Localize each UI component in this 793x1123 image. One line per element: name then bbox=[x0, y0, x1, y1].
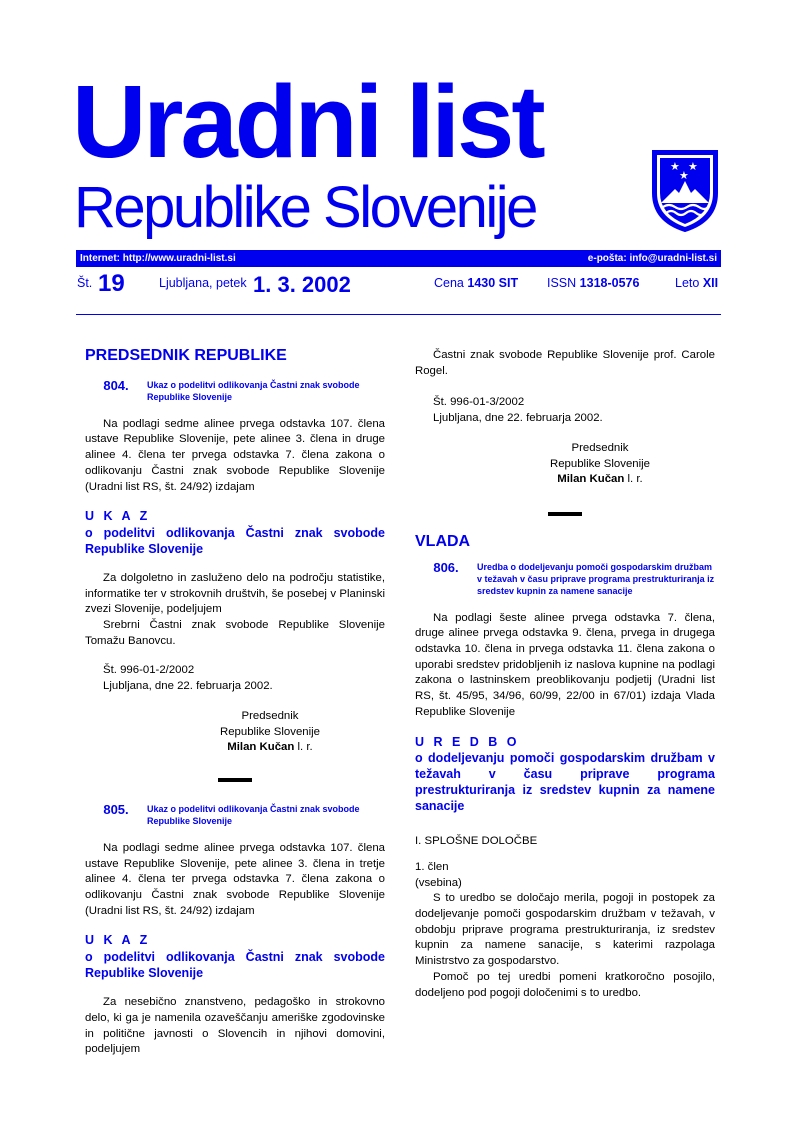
section-separator bbox=[548, 512, 582, 516]
doc-type: U R E D B O bbox=[415, 734, 520, 749]
reference-number: Št. 996-01-2/2002 bbox=[103, 664, 195, 677]
act-804-heading bbox=[85, 378, 385, 403]
issue-label: Št. bbox=[77, 276, 93, 290]
signature-org: Republike Slovenije bbox=[549, 457, 651, 470]
masthead-contact-bar bbox=[76, 250, 721, 267]
signature-role: Predsednik bbox=[571, 441, 629, 454]
chapter-heading: I. SPLOŠNE DOLOČBE bbox=[415, 835, 538, 848]
header-rule bbox=[76, 314, 721, 315]
issue-date: 1. 3. 2002 bbox=[253, 272, 351, 297]
act-intro: Na podlagi sedme alinee prvega odstavka 107. člena ustave Republike Slovenije, pete alinee 3. člena in tretje alinee 4. člena ter prvega odstavka 7. člena zakona o odlikovanju Častni znak svobode Republike Slovenije (Uradni list RS, št. 24/92) izdajam bbox=[85, 841, 385, 917]
issue-price bbox=[434, 276, 518, 290]
signature-org: Republike Slovenije bbox=[219, 725, 321, 738]
act-intro: Na podlagi šeste alinee prvega odstavka 7. člena, druge alinee prvega odstavka 9. člena, prvega in drugega odstavka 10. člena in prvega odstavka 11. člena zakona o uporabi sredstev pridobljenih iz naslova kupnine na podlagi zakona o lastninskem preoblikovanju podjetij (Uradni list RS, št. 45/95, 34/96, 60/99, 22/00 in 67/01) izdaja Vlada Republike Slovenije bbox=[415, 611, 715, 718]
svg-text:★: ★ bbox=[688, 160, 698, 173]
reference-number: Št. 996-01-3/2002 bbox=[433, 396, 525, 409]
paragraph: Za nesebično znanstveno, pedagoško in strokovno delo, ki ga je namenila ozaveščanju ameriške zgodovinske in politične javnosti o Slovencih in njihovi domovini, podeljujem bbox=[85, 996, 385, 1056]
doc-title: o podelitvi odlikovanja Častni znak svobode Republike Slovenije bbox=[85, 950, 385, 981]
internet-link[interactable]: Internet: http://www.uradni-list.si bbox=[80, 253, 236, 264]
section-separator bbox=[218, 778, 252, 782]
act-intro: Na podlagi sedme alinee prvega odstavka 107. člena ustave Republike Slovenije, pete alinee 3. člena in druge alinee 4. člena ter prvega odstavka 7. člena zakona o odlikovanju Častni znak svobode Republike Slovenije (Uradni list RS, št. 24/92) izdajam bbox=[85, 417, 385, 493]
paragraph: Srebrni Častni znak svobode Republike Slovenije Tomažu Banovcu. bbox=[85, 619, 385, 647]
paragraph: S to uredbo se določajo merila, pogoji in postopek za dodeljevanje pomoči gospodarskim družbam v težavah, v obdobju priprave programa prestrukturiranja, iz sredstev kupnin za namene sanacije, s katerimi razpolaga Ministrstvo za gospodarstvo. bbox=[415, 892, 715, 968]
signature-suffix: l. r. bbox=[624, 473, 643, 486]
svg-text:★: ★ bbox=[670, 160, 680, 173]
act-number: 805. bbox=[103, 801, 129, 817]
issn-label: ISSN bbox=[547, 276, 577, 290]
coat-of-arms-icon bbox=[651, 147, 719, 233]
masthead-title: Uradni list bbox=[72, 64, 543, 179]
act-title: Ukaz o podelitvi odlikovanja Častni znak svobode Republike Slovenije bbox=[147, 803, 360, 826]
paragraph: Pomoč po tej uredbi pomeni kratkoročno posojilo, dodeljeno pod pogoji določenimi s to uredbo. bbox=[415, 970, 715, 999]
paragraph: Za dolgoletno in zasluženo delo na področju statistike, informatike ter v strokovnih društvih, še posebej v Planinski zvezi Slovenije, podeljujem bbox=[85, 571, 385, 616]
email-link[interactable]: e-pošta: info@uradni-list.si bbox=[587, 253, 717, 264]
act-number: 806. bbox=[433, 559, 459, 575]
act-title: Uredba o dodeljevanju pomoči gospodarskim družbam v težavah v času priprave programa prestrukturiranja iz sredstev kupnin za namene sanacije bbox=[477, 561, 715, 596]
act-title: Ukaz o podelitvi odlikovanja Častni znak svobode Republike Slovenije bbox=[147, 379, 360, 402]
signature-block bbox=[415, 441, 715, 488]
masthead-subtitle: Republike Slovenije bbox=[74, 175, 536, 240]
signature-name: Milan Kučan bbox=[227, 741, 295, 754]
issue-year bbox=[675, 276, 718, 290]
signature-role: Predsednik bbox=[241, 709, 299, 722]
article-subheading: (vsebina) bbox=[415, 876, 462, 889]
doc-type: U K A Z bbox=[85, 933, 151, 948]
signature-name: Milan Kučan bbox=[557, 473, 625, 486]
doc-type: U K A Z bbox=[85, 509, 151, 524]
section-title-president: PREDSEDNIK REPUBLIKE bbox=[85, 347, 287, 364]
doc-title: o dodeljevanju pomoči gospodarskim družbam v težavah v času priprave programa prestrukturiranja iz sredstev kupnin za namene sanacije bbox=[415, 751, 715, 814]
act-805-heading bbox=[85, 802, 385, 827]
right-column bbox=[415, 348, 715, 1001]
price-label: Cena bbox=[434, 276, 464, 290]
act-number: 804. bbox=[103, 377, 129, 393]
reference-date: Ljubljana, dne 22. februarja 2002. bbox=[103, 680, 273, 693]
issue-number: 19 bbox=[98, 270, 125, 297]
svg-text:★: ★ bbox=[679, 169, 689, 182]
paragraph: Častni znak svobode Republike Slovenije prof. Carole Rogel. bbox=[415, 349, 715, 377]
doc-title: o podelitvi odlikovanja Častni znak svobode Republike Slovenije bbox=[85, 525, 385, 556]
signature-suffix: l. r. bbox=[294, 741, 313, 754]
signature-name-line bbox=[557, 473, 642, 485]
issn-value: 1318-0576 bbox=[579, 276, 640, 290]
issue-issn bbox=[547, 276, 639, 290]
issue-place-day: Ljubljana, petek bbox=[159, 276, 247, 290]
section-title-government: VLADA bbox=[415, 532, 471, 550]
left-column bbox=[85, 348, 385, 1058]
year-value: XII bbox=[702, 276, 719, 290]
year-label: Leto bbox=[675, 276, 700, 290]
price-value: 1430 SIT bbox=[467, 276, 519, 290]
act-806-heading bbox=[415, 560, 715, 597]
signature-name-line bbox=[227, 741, 312, 753]
reference-date: Ljubljana, dne 22. februarja 2002. bbox=[433, 412, 603, 425]
signature-block bbox=[85, 709, 385, 756]
article-heading: 1. člen bbox=[415, 860, 449, 873]
